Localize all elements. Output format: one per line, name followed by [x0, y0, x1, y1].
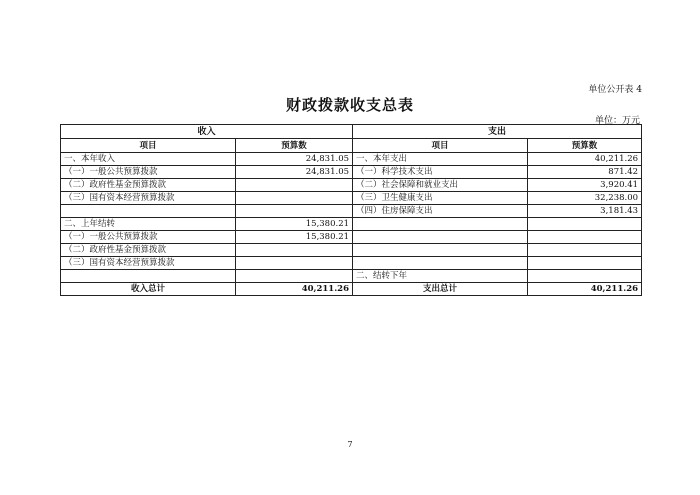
- expense-item-cell: （三）卫生健康支出: [353, 192, 528, 205]
- expense-total-value: 40,211.26: [528, 283, 642, 296]
- expense-item-cell: 一、本年支出: [353, 153, 528, 166]
- expense-value-cell: [528, 231, 642, 244]
- income-value-cell: [236, 192, 353, 205]
- income-value-cell: [236, 270, 353, 283]
- expense-value-cell: 32,238.00: [528, 192, 642, 205]
- income-total-value: 40,211.26: [236, 283, 353, 296]
- table-row: [61, 244, 642, 257]
- expense-budget-header: 预算数: [528, 139, 642, 153]
- income-item-cell: 一、本年收入: [61, 153, 236, 166]
- table-row: [61, 270, 642, 283]
- page-number: 7: [347, 440, 353, 449]
- expense-value-cell: [528, 270, 642, 283]
- income-item-cell: [61, 270, 236, 283]
- table-row: [61, 231, 642, 244]
- income-item-cell: （一）一般公共预算拨款: [61, 231, 236, 244]
- page-title: 财政拨款收支总表: [285, 96, 414, 114]
- expense-item-cell: 二、结转下年: [353, 270, 528, 283]
- table-row: [61, 192, 642, 205]
- expense-item-cell: [353, 231, 528, 244]
- income-value-cell: 24,831.05: [236, 166, 353, 179]
- income-value-cell: [236, 244, 353, 257]
- income-header: 收入: [61, 125, 353, 139]
- expense-value-cell: [528, 244, 642, 257]
- income-value-cell: [236, 257, 353, 270]
- table-body: [61, 153, 642, 283]
- expense-item-cell: （一）科学技术支出: [353, 166, 528, 179]
- income-value-cell: 24,831.05: [236, 153, 353, 166]
- expense-item-header: 项目: [353, 139, 528, 153]
- income-value-cell: 15,380.21: [236, 231, 353, 244]
- budget-table: [60, 124, 642, 296]
- expense-value-cell: 40,211.26: [528, 153, 642, 166]
- income-item-cell: （三）国有资本经营预算拨款: [61, 192, 236, 205]
- totals-row: [61, 283, 642, 296]
- expense-value-cell: [528, 218, 642, 231]
- table-row: [61, 205, 642, 218]
- income-item-cell: [61, 205, 236, 218]
- income-value-cell: 15,380.21: [236, 218, 353, 231]
- expense-item-cell: （二）社会保障和就业支出: [353, 179, 528, 192]
- income-item-cell: （三）国有资本经营预算拨款: [61, 257, 236, 270]
- expense-value-cell: [528, 257, 642, 270]
- expense-value-cell: 871.42: [528, 166, 642, 179]
- income-item-cell: （一）一般公共预算拨款: [61, 166, 236, 179]
- income-total-label: 收入总计: [61, 283, 236, 296]
- income-item-cell: （二）政府性基金预算拨款: [61, 179, 236, 192]
- table-row: [61, 166, 642, 179]
- expense-value-cell: 3,920.41: [528, 179, 642, 192]
- table-row: [61, 257, 642, 270]
- table-row: [61, 218, 642, 231]
- expense-item-cell: [353, 218, 528, 231]
- expense-header: 支出: [353, 125, 642, 139]
- income-item-header: 项目: [61, 139, 236, 153]
- income-value-cell: [236, 205, 353, 218]
- income-item-cell: （二）政府性基金预算拨款: [61, 244, 236, 257]
- expense-total-label: 支出总计: [353, 283, 528, 296]
- expense-item-cell: [353, 257, 528, 270]
- table-row: [61, 179, 642, 192]
- unit-note: 单位：万元: [594, 116, 640, 126]
- table-row: [61, 153, 642, 166]
- table-number-note: 单位公开表 4: [588, 85, 642, 95]
- expense-item-cell: [353, 244, 528, 257]
- column-header-row: [61, 139, 642, 153]
- income-value-cell: [236, 179, 353, 192]
- income-item-cell: 二、上年结转: [61, 218, 236, 231]
- header-group-row: [61, 125, 642, 139]
- expense-item-cell: （四）住房保障支出: [353, 205, 528, 218]
- income-budget-header: 预算数: [236, 139, 353, 153]
- expense-value-cell: 3,181.43: [528, 205, 642, 218]
